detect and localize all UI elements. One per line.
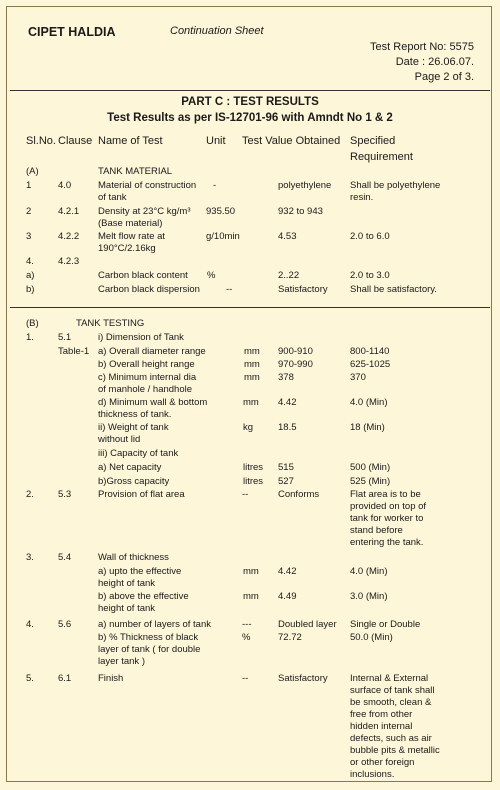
row-clause: 4.2.3 bbox=[58, 256, 80, 267]
row-specified-requirement bbox=[350, 489, 426, 549]
row-specified-requirement bbox=[350, 462, 390, 474]
row-test-value: Conforms bbox=[278, 489, 320, 500]
row-slno: 4. bbox=[26, 619, 34, 630]
row-test-name-line: of tank bbox=[98, 192, 127, 203]
row-specified-requirement-line: 525 (Min) bbox=[350, 476, 391, 487]
row-specified-requirement-line: or other foreign bbox=[350, 757, 415, 768]
row-test-value: 18.5 bbox=[278, 422, 297, 433]
row-test-name-line: ii) Weight of tank bbox=[98, 422, 169, 433]
results-subtitle: Test Results as per IS-12701-96 with Amndt No 1 & 2 bbox=[107, 112, 393, 124]
col-header-slno: Sl.No. bbox=[26, 135, 56, 147]
row-test-value: 4.53 bbox=[278, 231, 297, 242]
row-test-value: Satisfactory bbox=[278, 284, 328, 295]
row-test-name bbox=[98, 489, 185, 501]
row-test-name-line: a) upto the effective bbox=[98, 566, 182, 577]
row-test-value: 2..22 bbox=[278, 270, 300, 281]
page-number: Page 2 of 3. bbox=[414, 71, 474, 83]
row-clause: 4.2.2 bbox=[58, 231, 80, 242]
row-test-name-line: b) Overall height range bbox=[98, 359, 195, 370]
row-clause: 5.6 bbox=[58, 619, 72, 630]
row-clause: 5.3 bbox=[58, 489, 72, 500]
row-specified-requirement bbox=[350, 359, 390, 371]
row-test-name-line: b)Gross capacity bbox=[98, 476, 170, 487]
row-test-value: 4.42 bbox=[278, 397, 297, 408]
row-test-value: 900-910 bbox=[278, 346, 313, 357]
row-specified-requirement bbox=[350, 476, 390, 488]
section-divider bbox=[10, 307, 490, 308]
row-specified-requirement bbox=[350, 346, 389, 358]
row-test-name bbox=[98, 448, 178, 460]
row-specified-requirement-line: 370 bbox=[350, 372, 366, 383]
row-test-name bbox=[98, 462, 161, 474]
row-test-value: Satisfactory bbox=[278, 673, 328, 684]
row-test-name-line: thickness of tank. bbox=[98, 409, 172, 420]
row-clause: Table-1 bbox=[58, 346, 90, 357]
row-specified-requirement bbox=[350, 180, 440, 204]
row-test-name bbox=[98, 422, 169, 446]
row-test-name-line: a) Overall diameter range bbox=[98, 346, 206, 357]
row-unit: % bbox=[242, 632, 251, 643]
row-test-name-line: a) Net capacity bbox=[98, 462, 162, 473]
row-specified-requirement-line: resin. bbox=[350, 192, 374, 203]
row-unit: mm bbox=[244, 372, 260, 383]
row-specified-requirement-line: 4.0 (Min) bbox=[350, 566, 388, 577]
row-unit: litres bbox=[243, 476, 264, 487]
row-test-value: 72.72 bbox=[278, 632, 302, 643]
row-specified-requirement-line: 2.0 to 6.0 bbox=[350, 231, 390, 242]
row-test-value: Doubled layer bbox=[278, 619, 337, 630]
row-test-name bbox=[98, 284, 200, 296]
row-clause: 4.2.1 bbox=[58, 206, 80, 217]
row-unit: mm bbox=[243, 397, 259, 408]
organization-name: CIPET HALDIA bbox=[28, 25, 116, 39]
row-specified-requirement-line: 18 (Min) bbox=[350, 422, 385, 433]
row-specified-requirement-line: defects, such as air bbox=[350, 733, 432, 744]
row-test-name-line: Melt flow rate at bbox=[98, 231, 166, 242]
row-slno: 1. bbox=[26, 332, 34, 343]
row-test-name bbox=[98, 372, 196, 396]
row-test-value: 4.42 bbox=[278, 566, 297, 577]
row-unit: % bbox=[207, 270, 216, 281]
row-specified-requirement-line: Shall be polyethylene bbox=[350, 180, 441, 191]
row-test-name bbox=[98, 591, 189, 615]
row-test-name bbox=[98, 270, 188, 282]
row-slno: 2 bbox=[26, 206, 32, 217]
row-specified-requirement-line: 4.0 (Min) bbox=[350, 397, 388, 408]
row-specified-requirement-line: Flat area is to be bbox=[350, 489, 421, 500]
row-specified-requirement-line: inclusions. bbox=[350, 769, 395, 780]
row-slno: 4. bbox=[26, 256, 34, 267]
row-test-name-line: without lid bbox=[98, 434, 141, 445]
row-clause: 5.1 bbox=[58, 332, 72, 343]
row-test-name-line: Carbon black dispersion bbox=[98, 284, 200, 295]
section-b-label: (B) bbox=[26, 318, 39, 329]
row-test-name-line: layer tank ) bbox=[98, 656, 145, 667]
row-specified-requirement-line: Single or Double bbox=[350, 619, 421, 630]
row-test-name bbox=[98, 619, 211, 631]
row-test-value: 4.49 bbox=[278, 591, 297, 602]
section-a-title: TANK MATERIAL bbox=[98, 166, 173, 177]
row-specified-requirement-line: hidden internal bbox=[350, 721, 413, 732]
test-report-number: Test Report No: 5575 bbox=[370, 41, 474, 53]
row-test-name-line: 190°C/2.16kg bbox=[98, 243, 156, 254]
row-specified-requirement-line: provided on top of bbox=[350, 501, 427, 512]
row-specified-requirement bbox=[350, 270, 390, 282]
row-unit: 935.50 bbox=[206, 206, 236, 217]
row-test-name-line: height of tank bbox=[98, 603, 156, 614]
row-unit: mm bbox=[243, 566, 259, 577]
row-specified-requirement bbox=[350, 619, 420, 631]
row-specified-requirement bbox=[350, 591, 387, 603]
row-specified-requirement bbox=[350, 673, 440, 781]
col-header-value: Test Value Obtained bbox=[242, 135, 341, 147]
col-header-name: Name of Test bbox=[98, 135, 163, 147]
row-clause: 5.4 bbox=[58, 552, 72, 563]
row-specified-requirement bbox=[350, 372, 366, 384]
row-test-name bbox=[98, 673, 123, 685]
row-test-value: 378 bbox=[278, 372, 294, 383]
row-test-name bbox=[98, 346, 206, 358]
row-unit: -- bbox=[242, 489, 249, 500]
row-test-name bbox=[98, 632, 200, 668]
row-test-name-line: d) Minimum wall & bottom bbox=[98, 397, 208, 408]
row-slno: 2. bbox=[26, 489, 34, 500]
col-header-spec: Specified bbox=[350, 135, 396, 147]
row-test-name-line: Density at 23°C kg/m³ bbox=[98, 206, 191, 217]
row-test-name-line: of manhole / handhole bbox=[98, 384, 193, 395]
row-specified-requirement bbox=[350, 632, 393, 644]
row-unit: -- bbox=[242, 673, 249, 684]
row-test-name-line: c) Minimum internal dia bbox=[98, 372, 197, 383]
row-specified-requirement-line: Internal & External bbox=[350, 673, 429, 684]
part-title: PART C : TEST RESULTS bbox=[181, 96, 319, 108]
row-test-name bbox=[98, 397, 207, 421]
row-specified-requirement-line: be smooth, clean & bbox=[350, 697, 432, 708]
row-slno: b) bbox=[26, 284, 35, 295]
row-test-name-line: Wall of thickness bbox=[98, 552, 169, 563]
row-specified-requirement-line: 500 (Min) bbox=[350, 462, 391, 473]
row-specified-requirement-line: 800-1140 bbox=[350, 346, 390, 357]
row-clause: 6.1 bbox=[58, 673, 72, 684]
row-test-name bbox=[98, 476, 169, 488]
continuation-sheet-label: Continuation Sheet bbox=[170, 25, 264, 37]
row-specified-requirement-line: 3.0 (Min) bbox=[350, 591, 388, 602]
row-specified-requirement-line: Shall be satisfactory. bbox=[350, 284, 437, 295]
row-test-name-line: Carbon black content bbox=[98, 270, 188, 281]
row-test-name bbox=[98, 231, 165, 255]
row-slno: 3. bbox=[26, 552, 34, 563]
row-test-name-line: Material of construction bbox=[98, 180, 197, 191]
row-clause: 4.0 bbox=[58, 180, 72, 191]
row-unit: litres bbox=[243, 462, 264, 473]
row-specified-requirement-line: bubble pits & metallic bbox=[350, 745, 440, 756]
row-test-name-line: (Base material) bbox=[98, 218, 163, 229]
row-specified-requirement-line: 2.0 to 3.0 bbox=[350, 270, 390, 281]
row-test-name-line: layer of tank ( for double bbox=[98, 644, 201, 655]
section-b-title: TANK TESTING bbox=[76, 318, 145, 329]
row-specified-requirement-line: entering the tank. bbox=[350, 537, 424, 548]
row-specified-requirement bbox=[350, 566, 387, 578]
row-test-name bbox=[98, 552, 169, 564]
row-specified-requirement bbox=[350, 284, 437, 296]
row-test-value: 527 bbox=[278, 476, 294, 487]
row-unit: mm bbox=[244, 346, 260, 357]
col-header-unit: Unit bbox=[206, 135, 226, 147]
row-specified-requirement-line: stand before bbox=[350, 525, 403, 536]
row-test-value: 515 bbox=[278, 462, 294, 473]
row-specified-requirement-line: 50.0 (Min) bbox=[350, 632, 393, 643]
row-slno: 5. bbox=[26, 673, 34, 684]
row-slno: a) bbox=[26, 270, 35, 281]
row-test-name-line: i) Dimension of Tank bbox=[98, 332, 184, 343]
row-unit: -- bbox=[226, 284, 233, 295]
row-specified-requirement-line: tank for worker to bbox=[350, 513, 424, 524]
row-test-name-line: height of tank bbox=[98, 578, 156, 589]
row-test-name-line: a) number of layers of tank bbox=[98, 619, 211, 630]
row-specified-requirement-line: surface of tank shall bbox=[350, 685, 435, 696]
report-date: Date : 26.06.07. bbox=[395, 56, 474, 68]
row-test-name-line: b) % Thickness of black bbox=[98, 632, 199, 643]
row-test-name bbox=[98, 206, 191, 230]
row-test-name-line: Provision of flat area bbox=[98, 489, 185, 500]
row-specified-requirement bbox=[350, 397, 387, 409]
header-divider bbox=[10, 90, 490, 91]
row-test-value: 932 to 943 bbox=[278, 206, 323, 217]
row-test-value: polyethylene bbox=[278, 180, 332, 191]
row-specified-requirement-line: 625-1025 bbox=[350, 359, 391, 370]
row-test-name-line: b) above the effective bbox=[98, 591, 189, 602]
row-specified-requirement bbox=[350, 231, 390, 243]
row-unit: --- bbox=[242, 619, 252, 630]
row-unit: kg bbox=[243, 422, 254, 433]
row-test-name bbox=[98, 566, 181, 590]
row-slno: 1 bbox=[26, 180, 32, 191]
row-test-name bbox=[98, 180, 196, 204]
row-specified-requirement-line: free from other bbox=[350, 709, 413, 720]
col-header-clause: Clause bbox=[58, 135, 93, 147]
row-test-name-line: iii) Capacity of tank bbox=[98, 448, 179, 459]
row-specified-requirement bbox=[350, 422, 385, 434]
row-test-name bbox=[98, 332, 184, 344]
row-unit: g/10min bbox=[206, 231, 240, 242]
row-test-name-line: Finish bbox=[98, 673, 124, 684]
row-unit: mm bbox=[243, 591, 259, 602]
row-test-name bbox=[98, 359, 195, 371]
row-unit: mm bbox=[244, 359, 260, 370]
col-header-spec-line2: Requirement bbox=[350, 151, 413, 163]
row-unit: - bbox=[213, 180, 217, 191]
row-test-value: 970-990 bbox=[278, 359, 313, 370]
row-slno: 3 bbox=[26, 231, 32, 242]
section-a-label: (A) bbox=[26, 166, 39, 177]
